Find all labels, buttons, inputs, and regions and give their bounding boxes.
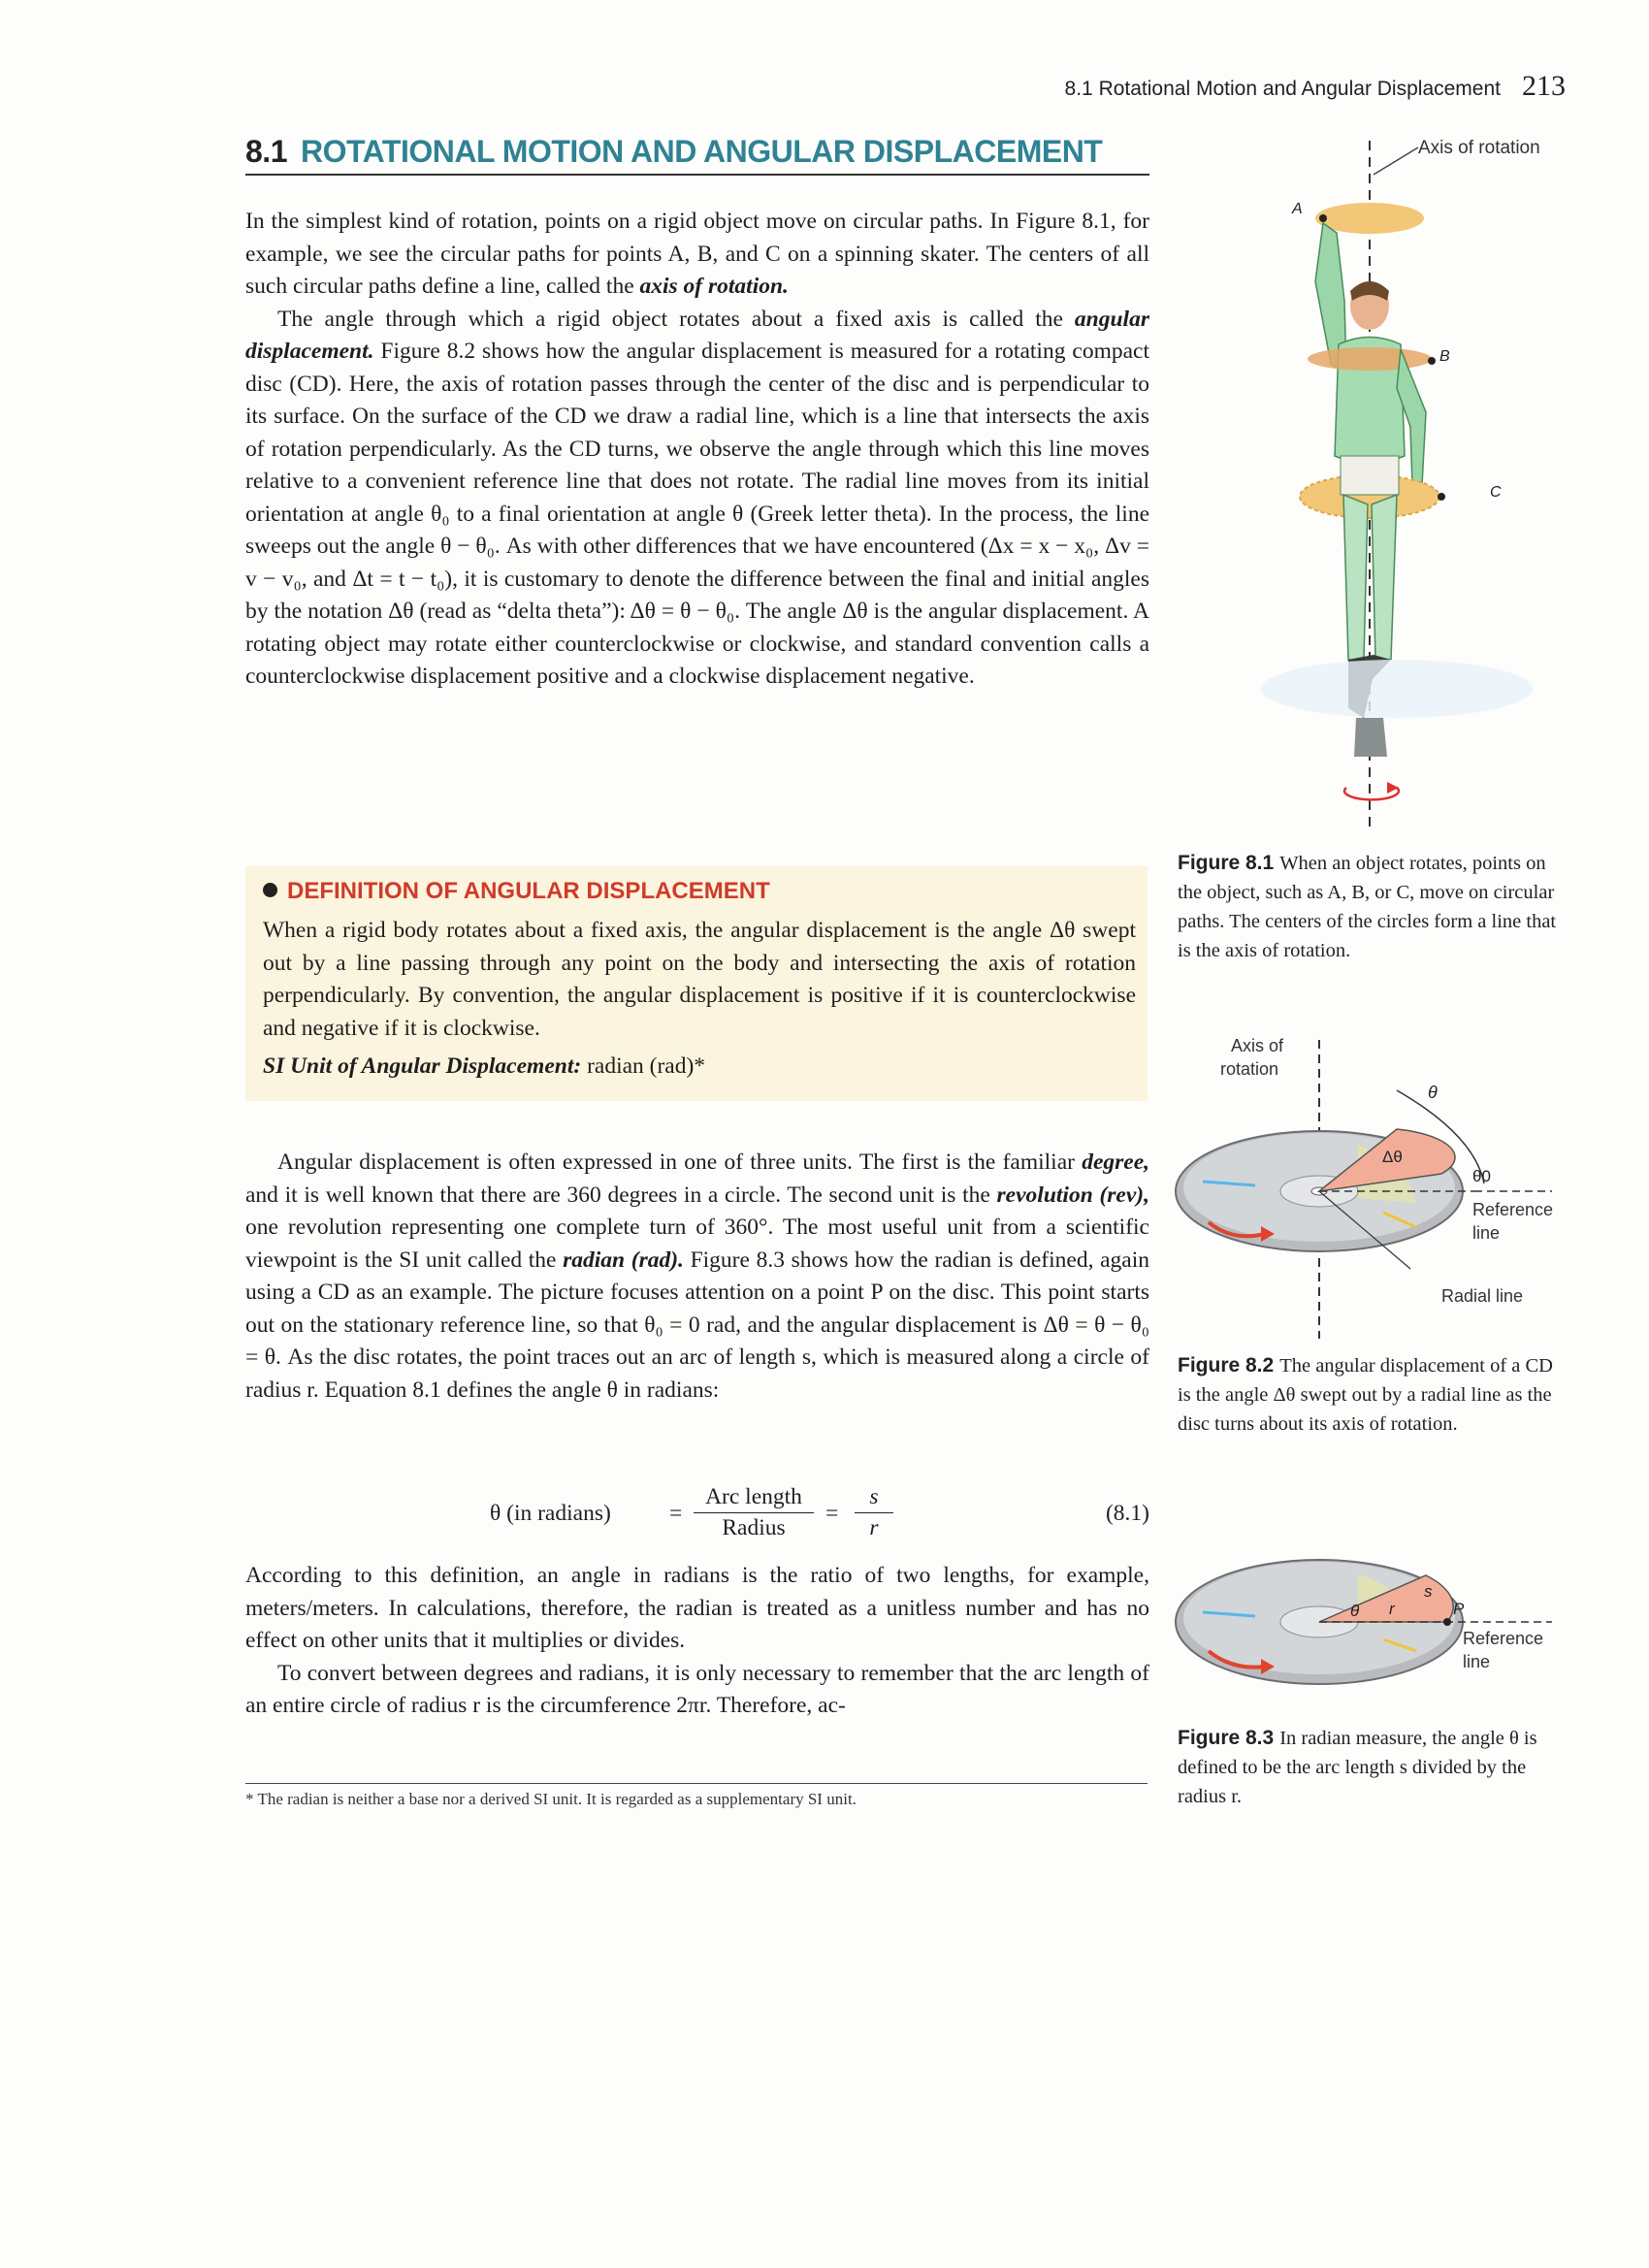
fig3-p: P [1453,1600,1465,1618]
section-number: 8.1 [245,134,287,169]
main-text-middle [245,1147,1149,1407]
fig3-theta: θ [1350,1602,1360,1620]
figure-8-3-cd [1164,1542,1571,1717]
fraction-arc-radius: Arc length Radius [694,1484,814,1541]
definition-body: When a rigid body rotates about a fixed axis, the angular displacement is the angle Δθ swept out by a line passing through any point on the body and intersecting the axis of rotation perpendicularly. By convention, the angular displacement is positive if it is counterclockwise and negative if it is clockwise. SI Unit of Angular Displacement: radian (rad)* [263,915,1136,1084]
figure-8-1-skater [1203,136,1571,834]
figure-8-2-caption: Figure 8.2 The angular displacement of a CD is the angle Δθ swept out by a radial line as the disc turns about its axis of rotation. [1178,1354,1553,1435]
term-angular-displacement: angular displacement. [245,306,1149,364]
paragraph-3: Angular displacement is often expressed in one of three units. The first is the familiar degree, and it is well known that there are 360 degrees in a circle. The second unit is the revolution (rev), one revolution representing one complete turn of 360°. The most useful unit from a scientific viewpoint is the SI unit called the radian (rad). Figure 8.3 shows how the radian is defined, again using a CD as an example. The picture focuses attention on a point P on the disc. This point starts out on the stationary reference line, so that θ₀ = 0 rad, and the angular displacement is Δθ = θ − θ₀ = θ. As the disc rotates, the point traces out an arc of length s, which is measured along a circle of radius r. Equation 8.1 defines the angle θ in radians: [245,1150,1149,1403]
running-header [1065,70,1566,103]
running-title: 8.1 Rotational Motion and Angular Displacement [1064,78,1501,100]
paragraph-1: In the simplest kind of rotation, points on a rigid object move on circular paths. In Figure 8.1, for example, we see the circular paths for points A, B, and C on a spinning skater. The centers of all such circular paths define a line, called the axis of rotation. [245,209,1149,299]
fig2-axis-label-1: Axis of [1230,1036,1284,1055]
point-c-label: C [1490,484,1502,501]
figure-8-1-label: Figure 8.1 [1178,852,1275,874]
fig2-theta0: θ0 [1472,1167,1491,1185]
footnote-rule [245,1783,1148,1784]
equals-sign: = [669,1501,683,1526]
fig2-axis-label-2: rotation [1219,1059,1279,1079]
point-a-label: A [1292,201,1303,217]
equation-number: (8.1) [1105,1501,1149,1526]
figure-8-2-cd [1164,1028,1571,1348]
definition-box [245,866,1148,1101]
equation-8-1 [245,1484,1149,1546]
paragraph-2: The angle through which a rigid object rotates about a fixed axis is called the angular displacement. Figure 8.2 shows how the angular displacement is measured for a rotating compact disc (CD). Here, the axis of rotation passes through the center of the disc and is perpendicular to its surface. On the surface of the CD we draw a radial line, which is a line that intersects the axis of rotation perpendicularly. As the CD turns, we observe the angle through which this line moves relative to a convenient reference line that does not rotate. The radial line moves from its initial orientation at angle θ₀ to a final orientation at angle θ (Greek letter theta). In the process, the line sweeps out the angle θ − θ₀. As with other differences that we have encountered (Δx = x − x₀, Δv = v − v₀, and Δt = t − t₀), it is customary to denote the difference between the final and initial angles by the notation Δθ (read as “delta theta”): Δθ = θ − θ₀. The angle Δθ is the angular displacement. A rotating object may rotate either counterclockwise or clockwise, and standard convention calls a counterclockwise displacement positive and a clockwise displacement negative. [245,306,1149,689]
fig3-s: s [1424,1582,1433,1601]
equals-sign: = [825,1501,839,1526]
fig2-reference-1: Reference [1472,1200,1554,1219]
bullet-icon [263,883,277,897]
figure-8-3-caption: Figure 8.3 In radian measure, the angle θ is defined to be the arc length s divided by the radius r. [1178,1727,1537,1807]
fig2-reference-2: line [1472,1223,1501,1243]
main-text-top [245,206,1149,694]
fig2-radial-line: Radial line [1441,1286,1524,1306]
page-number: 213 [1522,70,1566,102]
fig3-reference-1: Reference [1463,1629,1544,1648]
footnote: * The radian is neither a base nor a derived SI unit. It is regarded as a supplementary SI unit. [245,1790,857,1808]
fig2-theta: θ [1428,1083,1438,1102]
fig3-r: r [1389,1600,1395,1618]
section-heading [245,134,1149,176]
figure-8-1-caption: Figure 8.1 When an object rotates, points on the object, such as A, B, or C, move on circular paths. The centers of the circles form a line that is the axis of rotation. [1178,852,1557,961]
axis-of-rotation-label: Axis of rotation [1418,138,1540,158]
figure-8-3-label: Figure 8.3 [1178,1727,1275,1749]
fig2-delta-theta: Δθ [1382,1148,1403,1166]
main-text-bottom [245,1560,1149,1723]
fig3-reference-2: line [1463,1652,1491,1671]
term-axis-of-rotation: axis of rotation. [639,274,789,299]
fraction-s-r: s r [855,1484,893,1541]
figure-8-2-label: Figure 8.2 [1178,1354,1275,1377]
definition-heading: DEFINITION OF ANGULAR DISPLACEMENT [263,878,770,905]
point-b-label: B [1439,348,1450,365]
equation-lhs: θ (in radians) [490,1501,611,1526]
paragraph-5: To convert between degrees and radians, it is only necessary to remember that the arc length of an entire circle of radius r is the circumference 2πr. Therefore, ac- [245,1660,1149,1718]
section-title: ROTATIONAL MOTION AND ANGULAR DISPLACEMENT [300,134,1103,169]
definition-unit: SI Unit of Angular Displacement: radian (rad)* [263,1053,706,1079]
paragraph-4: According to this definition, an angle in radians is the ratio of two lengths, for example, meters/meters. In calculations, therefore, the radian is treated as a unitless number and has no effect on other units that it multiplies or divides. [245,1563,1149,1653]
